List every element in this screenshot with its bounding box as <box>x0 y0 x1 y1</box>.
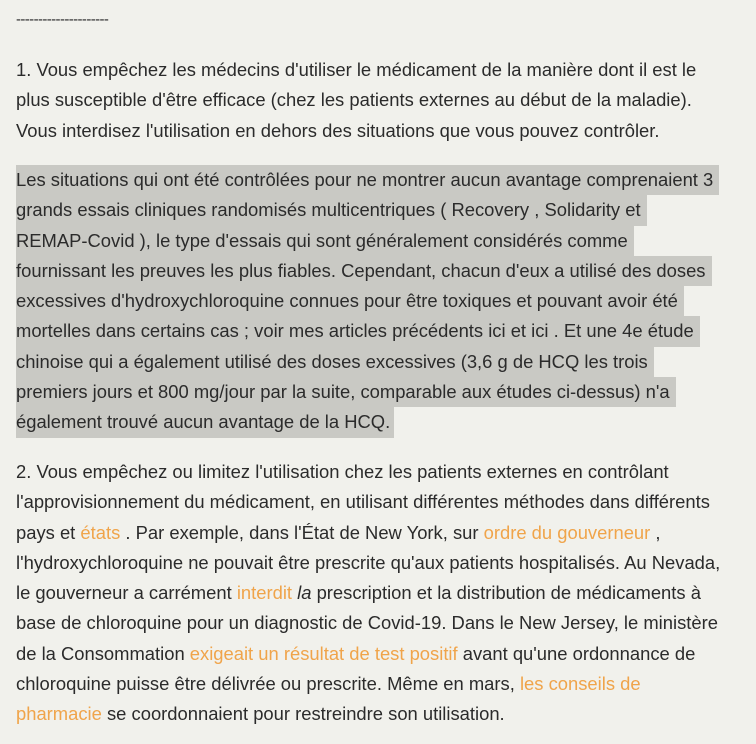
remap-covid-reference[interactable]: REMAP-Covid <box>16 229 135 251</box>
highlight-line: également trouvé aucun avantage de la HCQ. <box>16 407 394 437</box>
paragraph-2-line: l'hydroxychloroquine ne pouvait être prescrite qu'aux patients hospitalisés. Au Nevada, <box>16 551 721 573</box>
solidarity-reference[interactable]: Solidarity <box>544 199 621 221</box>
highlight-line <box>16 316 700 346</box>
text-span: , <box>650 521 661 543</box>
highlight-line <box>16 226 634 256</box>
highlight-line <box>16 195 647 225</box>
text-span: se coordonnaient pour restreindre son utilisation. <box>101 703 505 725</box>
highlight-line: excessives d'hydroxychloroquine connues pour être toxiques et pouvant avoir été <box>16 286 684 316</box>
text-span: . Et une 4e <box>548 320 648 342</box>
text-span: ), le type d'essais qui sont généralement considérés comme <box>134 229 628 251</box>
paragraph-1-line: plus susceptible d'être efficace (chez les patients externes au début de la maladie). <box>16 89 692 111</box>
paragraph-2-line: l'approvisionnement du médicament, en utilisant différentes méthodes dans différents <box>16 491 710 513</box>
paragraph-2-line <box>16 669 720 699</box>
etude-link[interactable]: étude <box>647 320 694 342</box>
paragraph-2-line <box>16 699 720 729</box>
text-span: chloroquine puisse être délivrée ou prescrite. Même en mars, <box>16 673 520 695</box>
text-span: et <box>505 320 532 342</box>
italic-la: la <box>297 582 312 604</box>
paragraph-1-line: Vous interdisez l'utilisation en dehors des situations que vous pouvez contrôler. <box>16 119 660 141</box>
text-span: avant qu'une ordonnance de <box>457 642 696 664</box>
etats-link[interactable]: états <box>80 521 121 543</box>
text-span: de la Consommation <box>16 642 190 664</box>
paragraph-2-line <box>16 518 720 548</box>
paragraph-2 <box>16 457 720 730</box>
paragraph-2-line: base de chloroquine pour un diagnostic de Covid-19. Dans le New Jersey, le ministère <box>16 612 718 634</box>
text-span: qui a également utilisé des doses excessives (3,6 g de HCQ les trois <box>83 350 648 372</box>
paragraph-1-line: 1. Vous empêchez les médecins d'utiliser le médicament de la manière dont il est le <box>16 59 697 80</box>
separator-line: --------------------- <box>16 11 109 28</box>
paragraph-2-line <box>16 578 720 608</box>
highlight-line: fournissant les preuves les plus fiables. Cependant, chacun d'eux a utilisé des doses <box>16 256 712 286</box>
ici-link-2[interactable]: ici <box>531 320 549 342</box>
paragraph-1 <box>16 55 696 146</box>
conseils-de-pharmacie-link[interactable]: les conseils de <box>519 673 641 695</box>
paragraph-2-line: 2. Vous empêchez ou limitez l'utilisation chez les patients externes en contrôlant <box>16 461 669 482</box>
recovery-reference[interactable]: Recovery <box>451 199 530 221</box>
text-span: . Par exemple, dans l'État de New York, sur <box>120 521 484 543</box>
ici-link-1[interactable]: ici <box>488 320 506 342</box>
paragraph-2-line <box>16 639 720 669</box>
text-span: et <box>620 199 641 221</box>
highlight-line: premiers jours et 800 mg/jour par la suite, comparable aux études ci-dessus) n'a <box>16 377 676 407</box>
test-positif-link[interactable]: exigeait un résultat de test positif <box>189 642 458 664</box>
interdit-link[interactable]: interdit <box>236 582 293 604</box>
text-span: pays et <box>16 521 81 543</box>
highlight-line <box>16 347 654 377</box>
conseils-de-pharmacie-link-cont[interactable]: pharmacie <box>16 703 102 725</box>
text-span: grands essais cliniques randomisés multicentriques ( <box>16 199 452 221</box>
text-span: , <box>529 199 545 221</box>
highlighted-paragraph <box>16 165 719 438</box>
chinoise-link[interactable]: chinoise <box>16 350 84 372</box>
text-span: le gouverneur a carrément <box>16 582 237 604</box>
ordre-du-gouverneur-link[interactable]: ordre du gouverneur <box>483 521 651 543</box>
text-span: prescription et la distribution de médicaments à <box>311 582 701 604</box>
text-span: mortelles dans certains cas ; voir mes articles précédents <box>16 320 489 342</box>
highlight-line: Les situations qui ont été contrôlées pour ne montrer aucun avantage comprenaient 3 <box>16 165 719 195</box>
